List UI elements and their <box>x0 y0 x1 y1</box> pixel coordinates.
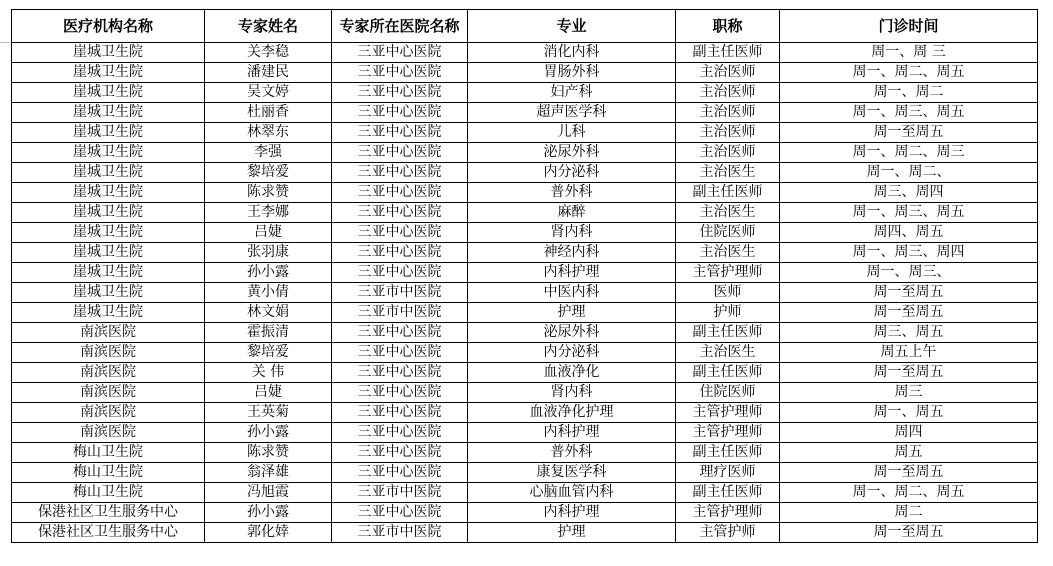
specialty-cell[interactable]: 中医内科 <box>468 283 676 303</box>
expert-name-cell[interactable]: 黄小倩 <box>205 283 332 303</box>
table-row <box>12 423 1038 443</box>
table-row <box>12 463 1038 483</box>
clinic-time-cell[interactable]: 周五 <box>780 443 1038 463</box>
institution-cell[interactable]: 梅山卫生院 <box>12 443 205 463</box>
clinic-time-cell[interactable]: 周一、周二、周五 <box>780 483 1038 503</box>
expert-hospital-cell[interactable]: 三亚中心医院 <box>332 83 468 103</box>
expert-hospital-cell[interactable]: 三亚中心医院 <box>332 143 468 163</box>
title-cell[interactable]: 副主任医师 <box>676 183 780 203</box>
clinic-time-cell[interactable]: 周一、周二 <box>780 83 1038 103</box>
expert-hospital-cell[interactable]: 三亚中心医院 <box>332 443 468 463</box>
table-row <box>12 303 1038 323</box>
institution-cell[interactable]: 崖城卫生院 <box>12 303 205 323</box>
clinic-time-cell[interactable]: 周一、周三、周五 <box>780 103 1038 123</box>
expert-name-cell[interactable]: 翁泽雄 <box>205 463 332 483</box>
title-cell[interactable]: 主治医师 <box>676 63 780 83</box>
specialty-cell[interactable]: 神经内科 <box>468 243 676 263</box>
institution-cell[interactable]: 崖城卫生院 <box>12 283 205 303</box>
institution-cell[interactable]: 崖城卫生院 <box>12 43 205 63</box>
institution-cell[interactable]: 崖城卫生院 <box>12 263 205 283</box>
specialty-cell[interactable]: 内科护理 <box>468 503 676 523</box>
expert-name-cell[interactable]: 孙小露 <box>205 423 332 443</box>
title-cell[interactable]: 主管护师 <box>676 523 780 543</box>
institution-cell[interactable]: 崖城卫生院 <box>12 163 205 183</box>
specialty-cell[interactable]: 内分泌科 <box>468 343 676 363</box>
clinic-time-cell[interactable]: 周四 <box>780 423 1038 443</box>
institution-cell[interactable]: 崖城卫生院 <box>12 183 205 203</box>
expert-hospital-cell[interactable]: 三亚中心医院 <box>332 263 468 283</box>
specialty-cell[interactable]: 心脑血管内科 <box>468 483 676 503</box>
expert-hospital-cell[interactable]: 三亚市中医院 <box>332 483 468 503</box>
expert-name-cell[interactable]: 潘建民 <box>205 63 332 83</box>
specialty-cell[interactable]: 护理 <box>468 303 676 323</box>
institution-cell[interactable]: 崖城卫生院 <box>12 63 205 83</box>
institution-cell[interactable]: 崖城卫生院 <box>12 143 205 163</box>
title-cell[interactable]: 主管护理师 <box>676 263 780 283</box>
clinic-time-cell[interactable]: 周一、周二、周五 <box>780 63 1038 83</box>
specialty-cell[interactable]: 肾内科 <box>468 223 676 243</box>
specialty-cell[interactable]: 肾内科 <box>468 383 676 403</box>
institution-cell[interactable]: 崖城卫生院 <box>12 223 205 243</box>
title-cell[interactable]: 主管护理师 <box>676 423 780 443</box>
spreadsheet <box>11 9 1038 543</box>
expert-name-cell[interactable]: 郭化婞 <box>205 523 332 543</box>
expert-name-cell[interactable]: 关李稳 <box>205 43 332 63</box>
institution-cell[interactable]: 崖城卫生院 <box>12 243 205 263</box>
specialty-cell[interactable]: 血液净化护理 <box>468 403 676 423</box>
institution-cell[interactable]: 保港社区卫生服务中心 <box>12 523 205 543</box>
title-cell[interactable]: 副主任医师 <box>676 443 780 463</box>
table-row <box>12 163 1038 183</box>
expert-name-cell[interactable]: 李强 <box>205 143 332 163</box>
expert-hospital-cell[interactable]: 三亚中心医院 <box>332 43 468 63</box>
table-row <box>12 223 1038 243</box>
specialty-cell[interactable]: 麻醉 <box>468 203 676 223</box>
expert-name-cell[interactable]: 林文娟 <box>205 303 332 323</box>
clinic-time-cell[interactable]: 周一至周五 <box>780 303 1038 323</box>
expert-name-cell[interactable]: 关 伟 <box>205 363 332 383</box>
table-row <box>12 323 1038 343</box>
title-cell[interactable]: 主治医生 <box>676 243 780 263</box>
clinic-time-cell[interactable]: 周一至周五 <box>780 463 1038 483</box>
expert-hospital-cell[interactable]: 三亚中心医院 <box>332 403 468 423</box>
expert-hospital-cell[interactable]: 三亚中心医院 <box>332 63 468 83</box>
table-row <box>12 103 1038 123</box>
clinic-time-cell[interactable]: 周一至周五 <box>780 523 1038 543</box>
clinic-time-cell[interactable]: 周三、周四 <box>780 183 1038 203</box>
table-row <box>12 263 1038 283</box>
specialty-cell[interactable]: 内科护理 <box>468 423 676 443</box>
expert-name-cell[interactable]: 陈求赞 <box>205 443 332 463</box>
table-row <box>12 83 1038 103</box>
table-row <box>12 243 1038 263</box>
institution-cell[interactable]: 南滨医院 <box>12 343 205 363</box>
expert-hospital-cell[interactable]: 三亚中心医院 <box>332 423 468 443</box>
specialty-cell[interactable]: 泌尿外科 <box>468 143 676 163</box>
expert-name-cell[interactable]: 王英菊 <box>205 403 332 423</box>
specialty-cell[interactable]: 消化内科 <box>468 43 676 63</box>
title-cell[interactable]: 主治医师 <box>676 103 780 123</box>
specialty-cell[interactable]: 护理 <box>468 523 676 543</box>
title-cell[interactable]: 主治医师 <box>676 143 780 163</box>
table-row <box>12 203 1038 223</box>
header-expert-name[interactable]: 专家姓名 <box>205 10 332 43</box>
specialty-cell[interactable]: 胃肠外科 <box>468 63 676 83</box>
title-cell[interactable]: 住院医师 <box>676 223 780 243</box>
specialty-cell[interactable]: 康复医学科 <box>468 463 676 483</box>
institution-cell[interactable]: 崖城卫生院 <box>12 103 205 123</box>
header-clinic-time[interactable]: 门诊时间 <box>780 10 1038 43</box>
institution-cell[interactable]: 梅山卫生院 <box>12 463 205 483</box>
clinic-time-cell[interactable]: 周三、周五 <box>780 323 1038 343</box>
institution-cell[interactable]: 崖城卫生院 <box>12 203 205 223</box>
header-specialty[interactable]: 专业 <box>468 10 676 43</box>
expert-hospital-cell[interactable]: 三亚中心医院 <box>332 383 468 403</box>
specialty-cell[interactable]: 妇产科 <box>468 83 676 103</box>
expert-hospital-cell[interactable]: 三亚中心医院 <box>332 203 468 223</box>
expert-name-cell[interactable]: 杜丽香 <box>205 103 332 123</box>
header-institution[interactable]: 医疗机构名称 <box>12 10 205 43</box>
table-body <box>12 43 1038 543</box>
expert-hospital-cell[interactable]: 三亚中心医院 <box>332 183 468 203</box>
expert-name-cell[interactable]: 冯旭霞 <box>205 483 332 503</box>
title-cell[interactable]: 主管护理师 <box>676 403 780 423</box>
clinic-time-cell[interactable]: 周二 <box>780 503 1038 523</box>
institution-cell[interactable]: 梅山卫生院 <box>12 483 205 503</box>
expert-name-cell[interactable]: 吕婕 <box>205 223 332 243</box>
expert-hospital-cell[interactable]: 三亚中心医院 <box>332 163 468 183</box>
specialty-cell[interactable]: 血液净化 <box>468 363 676 383</box>
table-row <box>12 523 1038 543</box>
expert-hospital-cell[interactable]: 三亚市中医院 <box>332 283 468 303</box>
spreadsheet-gridline <box>0 9 11 43</box>
clinic-time-cell[interactable]: 周一至周五 <box>780 283 1038 303</box>
header-title[interactable]: 职称 <box>676 10 780 43</box>
clinic-time-cell[interactable]: 周一、周二、 <box>780 163 1038 183</box>
clinic-time-cell[interactable]: 周一、周五 <box>780 403 1038 423</box>
title-cell[interactable]: 副主任医师 <box>676 483 780 503</box>
clinic-time-cell[interactable]: 周三 <box>780 383 1038 403</box>
expert-name-cell[interactable]: 张羽康 <box>205 243 332 263</box>
clinic-time-cell[interactable]: 周一、周 三 <box>780 43 1038 63</box>
table-row <box>12 343 1038 363</box>
title-cell[interactable]: 主治医师 <box>676 83 780 103</box>
table-row <box>12 63 1038 83</box>
clinic-time-cell[interactable]: 周一、周三、 <box>780 263 1038 283</box>
institution-cell[interactable]: 崖城卫生院 <box>12 83 205 103</box>
table-row <box>12 43 1038 63</box>
table-row <box>12 283 1038 303</box>
title-cell[interactable]: 主治医生 <box>676 203 780 223</box>
table-row <box>12 143 1038 163</box>
title-cell[interactable]: 主治医生 <box>676 163 780 183</box>
expert-hospital-cell[interactable]: 三亚中心医院 <box>332 503 468 523</box>
specialty-cell[interactable]: 内分泌科 <box>468 163 676 183</box>
title-cell[interactable]: 医师 <box>676 283 780 303</box>
expert-name-cell[interactable]: 林翠东 <box>205 123 332 143</box>
title-cell[interactable]: 副主任医师 <box>676 323 780 343</box>
title-cell[interactable]: 主治医师 <box>676 123 780 143</box>
expert-hospital-cell[interactable]: 三亚中心医院 <box>332 363 468 383</box>
expert-hospital-cell[interactable]: 三亚中心医院 <box>332 463 468 483</box>
clinic-time-cell[interactable]: 周一至周五 <box>780 123 1038 143</box>
specialty-cell[interactable]: 内科护理 <box>468 263 676 283</box>
expert-name-cell[interactable]: 陈求赞 <box>205 183 332 203</box>
expert-name-cell[interactable]: 吕婕 <box>205 383 332 403</box>
clinic-time-cell[interactable]: 周四、周五 <box>780 223 1038 243</box>
header-expert-hospital[interactable]: 专家所在医院名称 <box>332 10 468 43</box>
institution-cell[interactable]: 南滨医院 <box>12 323 205 343</box>
expert-name-cell[interactable]: 孙小露 <box>205 503 332 523</box>
specialty-cell[interactable]: 普外科 <box>468 443 676 463</box>
expert-name-cell[interactable]: 吴文婷 <box>205 83 332 103</box>
institution-cell[interactable]: 南滨医院 <box>12 403 205 423</box>
institution-cell[interactable]: 南滨医院 <box>12 383 205 403</box>
clinic-time-cell[interactable]: 周一至周五 <box>780 363 1038 383</box>
clinic-time-cell[interactable]: 周一、周二、周三 <box>780 143 1038 163</box>
table-row <box>12 383 1038 403</box>
expert-name-cell[interactable]: 孙小露 <box>205 263 332 283</box>
table-row <box>12 483 1038 503</box>
title-cell[interactable]: 住院医师 <box>676 383 780 403</box>
table-row <box>12 183 1038 203</box>
table-row <box>12 443 1038 463</box>
clinic-schedule-table <box>11 9 1038 543</box>
expert-hospital-cell[interactable]: 三亚市中医院 <box>332 303 468 323</box>
clinic-time-cell[interactable]: 周一、周三、周四 <box>780 243 1038 263</box>
title-cell[interactable]: 主管护理师 <box>676 503 780 523</box>
expert-name-cell[interactable]: 黎培爱 <box>205 343 332 363</box>
specialty-cell[interactable]: 泌尿外科 <box>468 323 676 343</box>
institution-cell[interactable]: 崖城卫生院 <box>12 123 205 143</box>
expert-hospital-cell[interactable]: 三亚中心医院 <box>332 323 468 343</box>
expert-hospital-cell[interactable]: 三亚中心医院 <box>332 123 468 143</box>
clinic-time-cell[interactable]: 周一、周三、周五 <box>780 203 1038 223</box>
table-row <box>12 363 1038 383</box>
specialty-cell[interactable]: 普外科 <box>468 183 676 203</box>
expert-name-cell[interactable]: 黎培爱 <box>205 163 332 183</box>
expert-hospital-cell[interactable]: 三亚市中医院 <box>332 523 468 543</box>
institution-cell[interactable]: 南滨医院 <box>12 363 205 383</box>
table-row <box>12 403 1038 423</box>
title-cell[interactable]: 理疗医师 <box>676 463 780 483</box>
institution-cell[interactable]: 南滨医院 <box>12 423 205 443</box>
title-cell[interactable]: 主治医生 <box>676 343 780 363</box>
clinic-time-cell[interactable]: 周五上午 <box>780 343 1038 363</box>
expert-name-cell[interactable]: 霍振清 <box>205 323 332 343</box>
table-row <box>12 123 1038 143</box>
expert-hospital-cell[interactable]: 三亚中心医院 <box>332 223 468 243</box>
specialty-cell[interactable]: 儿科 <box>468 123 676 143</box>
institution-cell[interactable]: 保港社区卫生服务中心 <box>12 503 205 523</box>
table-row <box>12 503 1038 523</box>
expert-name-cell[interactable]: 王李娜 <box>205 203 332 223</box>
expert-hospital-cell[interactable]: 三亚中心医院 <box>332 243 468 263</box>
expert-hospital-cell[interactable]: 三亚中心医院 <box>332 103 468 123</box>
expert-hospital-cell[interactable]: 三亚中心医院 <box>332 343 468 363</box>
title-cell[interactable]: 护师 <box>676 303 780 323</box>
specialty-cell[interactable]: 超声医学科 <box>468 103 676 123</box>
title-cell[interactable]: 副主任医师 <box>676 43 780 63</box>
header-row <box>12 10 1038 43</box>
title-cell[interactable]: 副主任医师 <box>676 363 780 383</box>
